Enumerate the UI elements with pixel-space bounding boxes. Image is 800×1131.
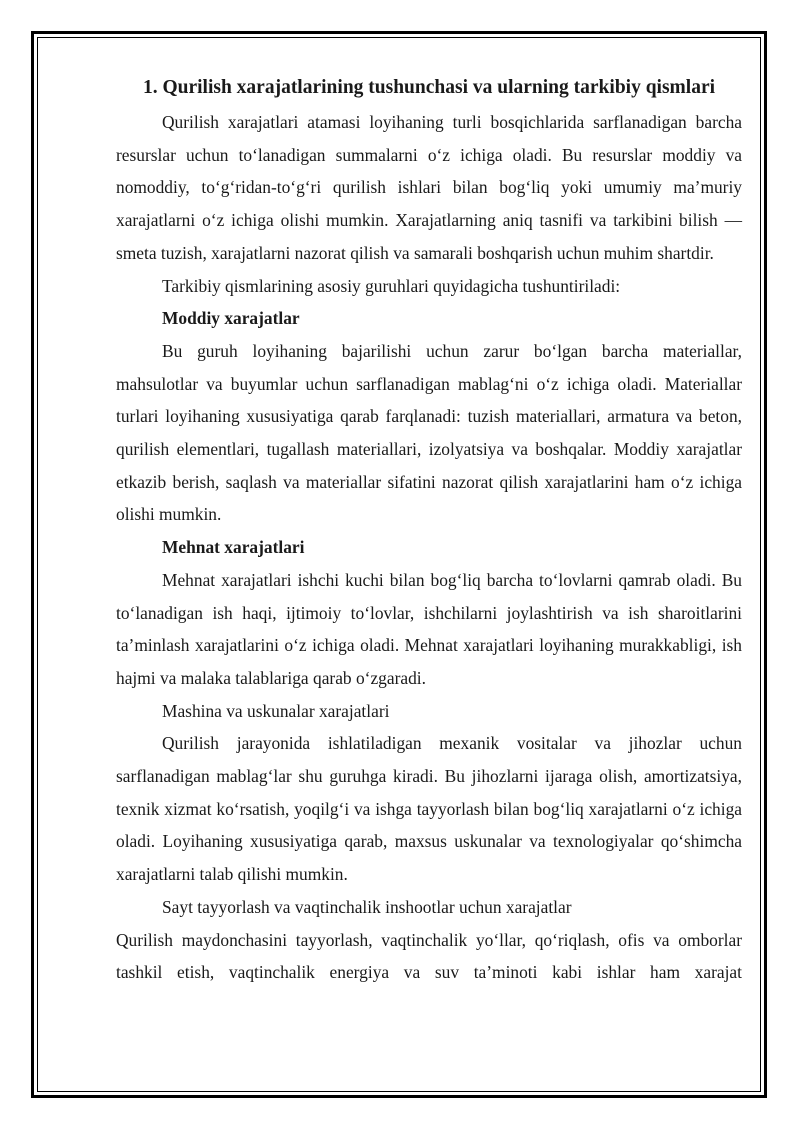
- paragraph-machinery: Qurilish jarayonida ishlatiladigan mexanik vositalar va jihozlar uchun sarflanadigan mablag‘lar shu guruhga kiradi. Bu jihozlarni ijaraga olish, amortizatsiya, texnik xizmat ko‘rsatish, yoqilg‘i va ishga tayyorlash bilan bog‘liq xarajatlarni o‘z ichiga oladi. Loyihaning xususiyatiga qarab, maxsus uskunalar va texnologiyalar qo‘shimcha xarajatlarni talab qilishi mumkin.: [116, 733, 742, 885]
- section-heading-machinery: Mashina va uskunalar xarajatlari: [162, 700, 390, 721]
- paragraph-labor: Mehnat xarajatlari ishchi kuchi bilan bog‘liq barcha to‘lovlarni qamrab oladi. Bu to‘lanadigan ish haqi, ijtimoiy to‘lovlar, ishchilarni joylashtirish va ish sharoitlarini ta’minlash xarajatlarini o‘z ichiga oladi. Mehnat xarajatlari loyihaning murakkabligi, ish hajmi va malaka talablariga qarab o‘zgaradi.: [116, 569, 742, 688]
- paragraph-groups-lead: Tarkibiy qismlarining asosiy guruhlari quyidagicha tushuntiriladi:: [162, 275, 621, 296]
- section-heading-labor: Mehnat xarajatlari: [162, 537, 305, 558]
- paragraph-intro: Qurilish xarajatlari atamasi loyihaning turli bosqichlarida sarflanadigan barcha resurslar uchun to‘lanadigan summalarni o‘z ichiga oladi. Bu resurslar moddiy va nomoddiy, to‘g‘ridan-to‘g‘ri qurilish ishlari bilan bog‘liq yoki umumiy ma’muriy xarajatlarni o‘z ichiga olishi mumkin. Xarajatlarning aniq tasnifi va tarkibini bilish — smeta tuzish, xarajatlarni nazorat qilish va samarali boshqarish uchun muhim shartdir.: [116, 112, 742, 263]
- document-body: [116, 70, 742, 989]
- document-title: 1. Qurilish xarajatlarining tushunchasi va ularning tarkibiy qismlari: [142, 77, 716, 98]
- paragraph-material: Bu guruh loyihaning bajarilishi uchun zarur bo‘lgan barcha materiallar, mahsulotlar va buyumlar uchun sarflanadigan mablag‘ni o‘z ichiga oladi. Materiallar turlari loyihaning xususiyatiga qarab farqlanadi: tuzish materiallari, armatura va beton, qurilish elementlari, tugallash materiallari, izolyatsiya va boshqalar. Moddiy xarajatlar etkazib berish, saqlash va materiallar sifatini nazorat qilish xarajatlarini ham o‘z ichiga olishi mumkin.: [116, 340, 742, 525]
- paragraph-site: Qurilish maydonchasini tayyorlash, vaqtinchalik yo‘llar, qo‘riqlash, ofis va omborlar tashkil etish, vaqtinchalik energiya va suv ta’minoti kabi ishlar ham xarajat: [116, 929, 742, 983]
- section-heading-material: Moddiy xarajatlar: [162, 308, 300, 329]
- section-heading-site: Sayt tayyorlash va vaqtinchalik inshootlar uchun xarajatlar: [162, 896, 572, 917]
